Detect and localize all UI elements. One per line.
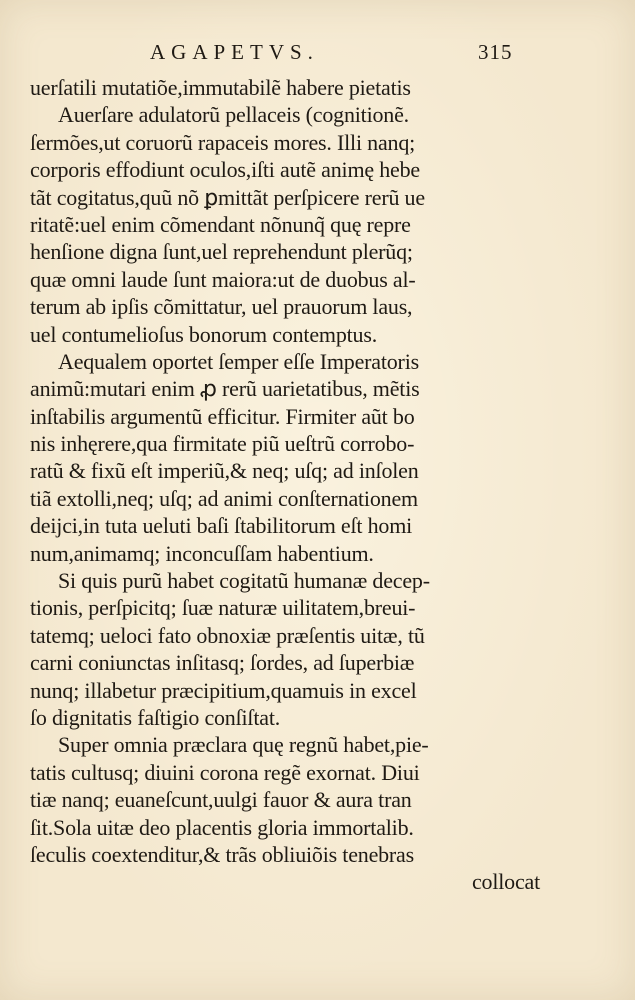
text-line: ſermões,ut coruorũ rapaceis mores. Illi nanq; xyxy=(30,129,416,155)
text-line: quæ omni laude ſunt maiora:ut de duobus al- xyxy=(30,266,416,292)
text-line: ritatẽ:uel enim cõmendant nõnunq̃ quę repre xyxy=(30,211,411,237)
text-line: animũ:mutari enim ꝓ rerũ uarietatibus, mẽtis xyxy=(30,376,420,402)
text-line: uel contumelioſus bonorum contemptus. xyxy=(30,321,377,347)
text-line: Auerſare adulatorũ pellaceis (cognitionẽ. xyxy=(58,102,409,128)
text-line: corporis effodiunt oculos,iſti autẽ animę hebe xyxy=(30,157,420,183)
text-line: tatemq; ueloci fato obnoxiæ præſentis uitæ, tũ xyxy=(30,622,425,648)
text-line: Si quis purũ habet cogitatũ humanæ decep- xyxy=(58,568,430,594)
text-line: ſit.Sola uitæ deo placentis gloria immortalib. xyxy=(30,814,414,840)
text-line: nunq; illabetur præcipitium,quamuis in excel xyxy=(30,677,417,703)
text-line: terum ab ipſis cõmittatur, uel prauorum laus, xyxy=(30,294,413,320)
text-line: tiã extolli,neq; uſq; ad animi conſternationem xyxy=(30,485,418,511)
text-line: nis inhęrere,qua firmitate piũ ueſtrũ corrobo- xyxy=(30,431,415,457)
text-line: ſo dignitatis faſtigio conſiſtat. xyxy=(30,704,281,730)
text-line: uerſatili mutatiõe,immutabilẽ habere pietatis xyxy=(30,75,411,100)
text-line: num,animamq; inconcuſſam habentium. xyxy=(30,540,374,566)
text-line: henſione digna ſunt,uel reprehendunt plerũq; xyxy=(30,239,413,265)
body-text xyxy=(30,74,540,896)
text-line: tiæ nanq; euaneſcunt,uulgi fauor & aura tran xyxy=(30,787,412,813)
text-line: tãt cogitatus,quũ nõ ꝑmittãt perſpicere rerũ ue xyxy=(30,184,425,210)
running-title: AGAPETVS. xyxy=(150,40,319,64)
text-line: inſtabilis argumentũ efficitur. Firmiter aũt bo xyxy=(30,403,415,429)
catchword: collocat xyxy=(471,869,540,895)
text-line: Super omnia præclara quę regnũ habet,pie- xyxy=(58,732,429,758)
text-line: tatis cultusq; diuini corona regẽ exornat. Diui xyxy=(30,759,420,785)
page-number: 315 xyxy=(478,40,513,64)
text-line: ratũ & fixũ eſt imperiũ,& neq; uſq; ad inſolen xyxy=(30,458,419,484)
text-line: carni coniunctas inſitasq; ſordes, ad ſuperbiæ xyxy=(30,650,415,676)
text-line: ſeculis coextenditur,& trãs obliuiõis tenebras xyxy=(30,841,414,867)
text-line: Aequalem oportet ſemper eſſe Imperatoris xyxy=(58,348,419,374)
running-head xyxy=(0,40,635,70)
text-line: tionis, perſpicitq; ſuæ naturæ uilitatem,breui- xyxy=(30,595,416,621)
text-line: deijci,in tuta ueluti baſi ſtabilitorum eſt homi xyxy=(30,513,413,539)
